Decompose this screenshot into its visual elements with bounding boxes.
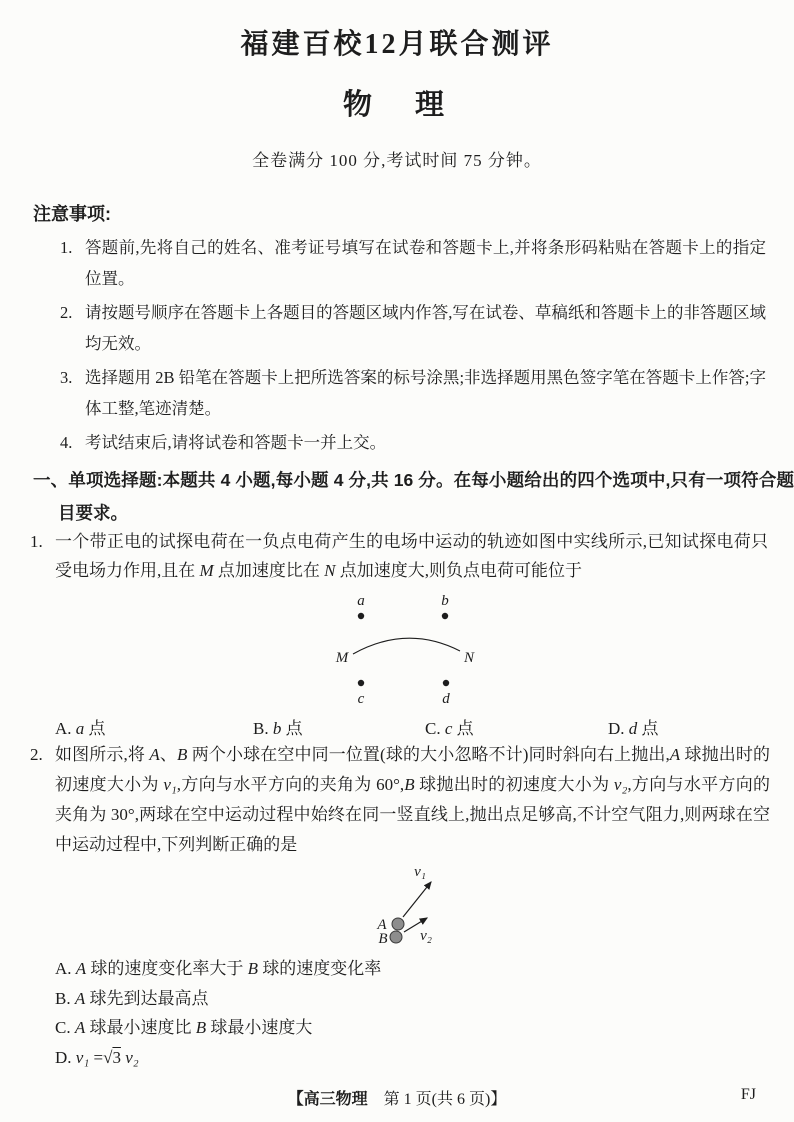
footer-page-info: 第 1 页(共 6 页)】: [367, 1091, 507, 1108]
note-item-4: [60, 427, 766, 458]
question-2-option-c: C. A 球最小速度比 B 球最小速度大: [55, 1018, 313, 1037]
question-1-text: 一个带正电的试探电荷在一负点电荷产生的电场中运动的轨迹如图中实线所示,已知试探电荷只受电场力作用,且在 M 点加速度比在 N 点加速度大,则负点电荷可能位于: [55, 532, 768, 580]
footer-code: FJ: [740, 1086, 756, 1103]
note-text: 答题前,先将自己的姓名、准考证号填写在试卷和答题卡上,并将条形码粘贴在答题卡上的指定位置。: [85, 238, 766, 288]
notes-heading: 注意事项:: [33, 204, 111, 224]
figure1-point-c: [358, 680, 364, 686]
note-text: 选择题用 2B 铅笔在答题卡上把所选答案的标号涂黑;非选择题用黑色签字笔在答题卡上作答;字体工整,笔迹清楚。: [85, 368, 766, 418]
question-1-option-a: A. a 点: [55, 719, 106, 738]
note-text: 请按题号顺序在答题卡上各题目的答题区域内作答,写在试卷、草稿纸和答题卡上的非答题区域均无效。: [85, 303, 766, 353]
note-number: 1.: [60, 238, 73, 257]
question-1: [30, 528, 768, 585]
figure2-label-v1: v₁: [414, 864, 426, 880]
figure1-label-c: c: [357, 691, 365, 707]
figure1-label-N: N: [463, 650, 475, 666]
note-text: 考试结束后,请将试卷和答题卡一并上交。: [85, 433, 387, 452]
notes-list: [60, 232, 766, 461]
note-number: 4.: [60, 433, 73, 452]
question-2-number: 2.: [30, 745, 43, 764]
question-2-text: 如图所示,将 A、B 两个小球在空中同一位置(球的大小忽略不计)同时斜向右上抛出,A 球抛出时的初速度大小为 v₁,方向与水平方向的夹角为 60°,B 球抛出时的初速度大小为 v₂,方向与水平方向的夹角为 30°,两球在空中运动过程中始终在同一竖直线上,抛出点足够高,不计空气阻力,则两球在空中运动过程中,下列判断正确的是: [55, 745, 771, 854]
question-1-figure: [330, 592, 505, 710]
figure2-vector-v1: [403, 882, 431, 917]
figure1-label-d: d: [442, 691, 450, 707]
note-item-2: [60, 297, 766, 359]
exam-title: 福建百校12月联合测评: [240, 29, 554, 60]
question-2-option-d: D. v₁ =√3 v₂: [55, 1047, 139, 1067]
figure1-label-M: M: [335, 650, 349, 666]
figure1-label-b: b: [441, 593, 449, 609]
question-1-option-c: C. c 点: [425, 719, 474, 738]
figure1-point-a: [358, 613, 364, 619]
figure2-label-A: A: [377, 917, 387, 933]
question-2-option-b: B. A 球先到达最高点: [55, 988, 209, 1008]
page-footer: [0, 1086, 794, 1109]
question-1-option-d: D. d 点: [608, 719, 659, 738]
question-1-number: 1.: [30, 532, 43, 551]
note-item-1: [60, 232, 766, 294]
figure1-label-a: a: [357, 593, 365, 609]
question-2-figure: [370, 862, 505, 958]
figure1-point-d: [443, 680, 449, 686]
figure2-ball-B: [390, 931, 402, 943]
exam-subject: 物 理: [342, 89, 451, 121]
figure2-label-v2: v₂: [420, 928, 432, 944]
footer-subject: 【高三物理: [287, 1091, 368, 1108]
question-2-options: [55, 954, 755, 1072]
section-1-heading: 一、单项选择题:本题共 4 小题,每小题 4 分,共 16 分。在每小题给出的四个选项中,只有一项符合题目要求。: [33, 470, 794, 523]
note-number: 3.: [60, 368, 73, 387]
figure2-label-B: B: [378, 931, 388, 947]
question-2-option-a: A. A 球的速度变化率大于 B 球的速度变化率: [55, 959, 382, 978]
exam-info-line: 全卷满分 100 分,考试时间 75 分钟。: [252, 151, 542, 170]
note-item-3: [60, 362, 766, 424]
figure1-point-b: [442, 613, 448, 619]
figure1-trajectory-curve: [353, 638, 460, 654]
question-2: [30, 740, 770, 860]
question-1-option-b: B. b 点: [253, 719, 303, 738]
figure2-ball-A: [392, 918, 404, 930]
note-number: 2.: [60, 303, 73, 322]
